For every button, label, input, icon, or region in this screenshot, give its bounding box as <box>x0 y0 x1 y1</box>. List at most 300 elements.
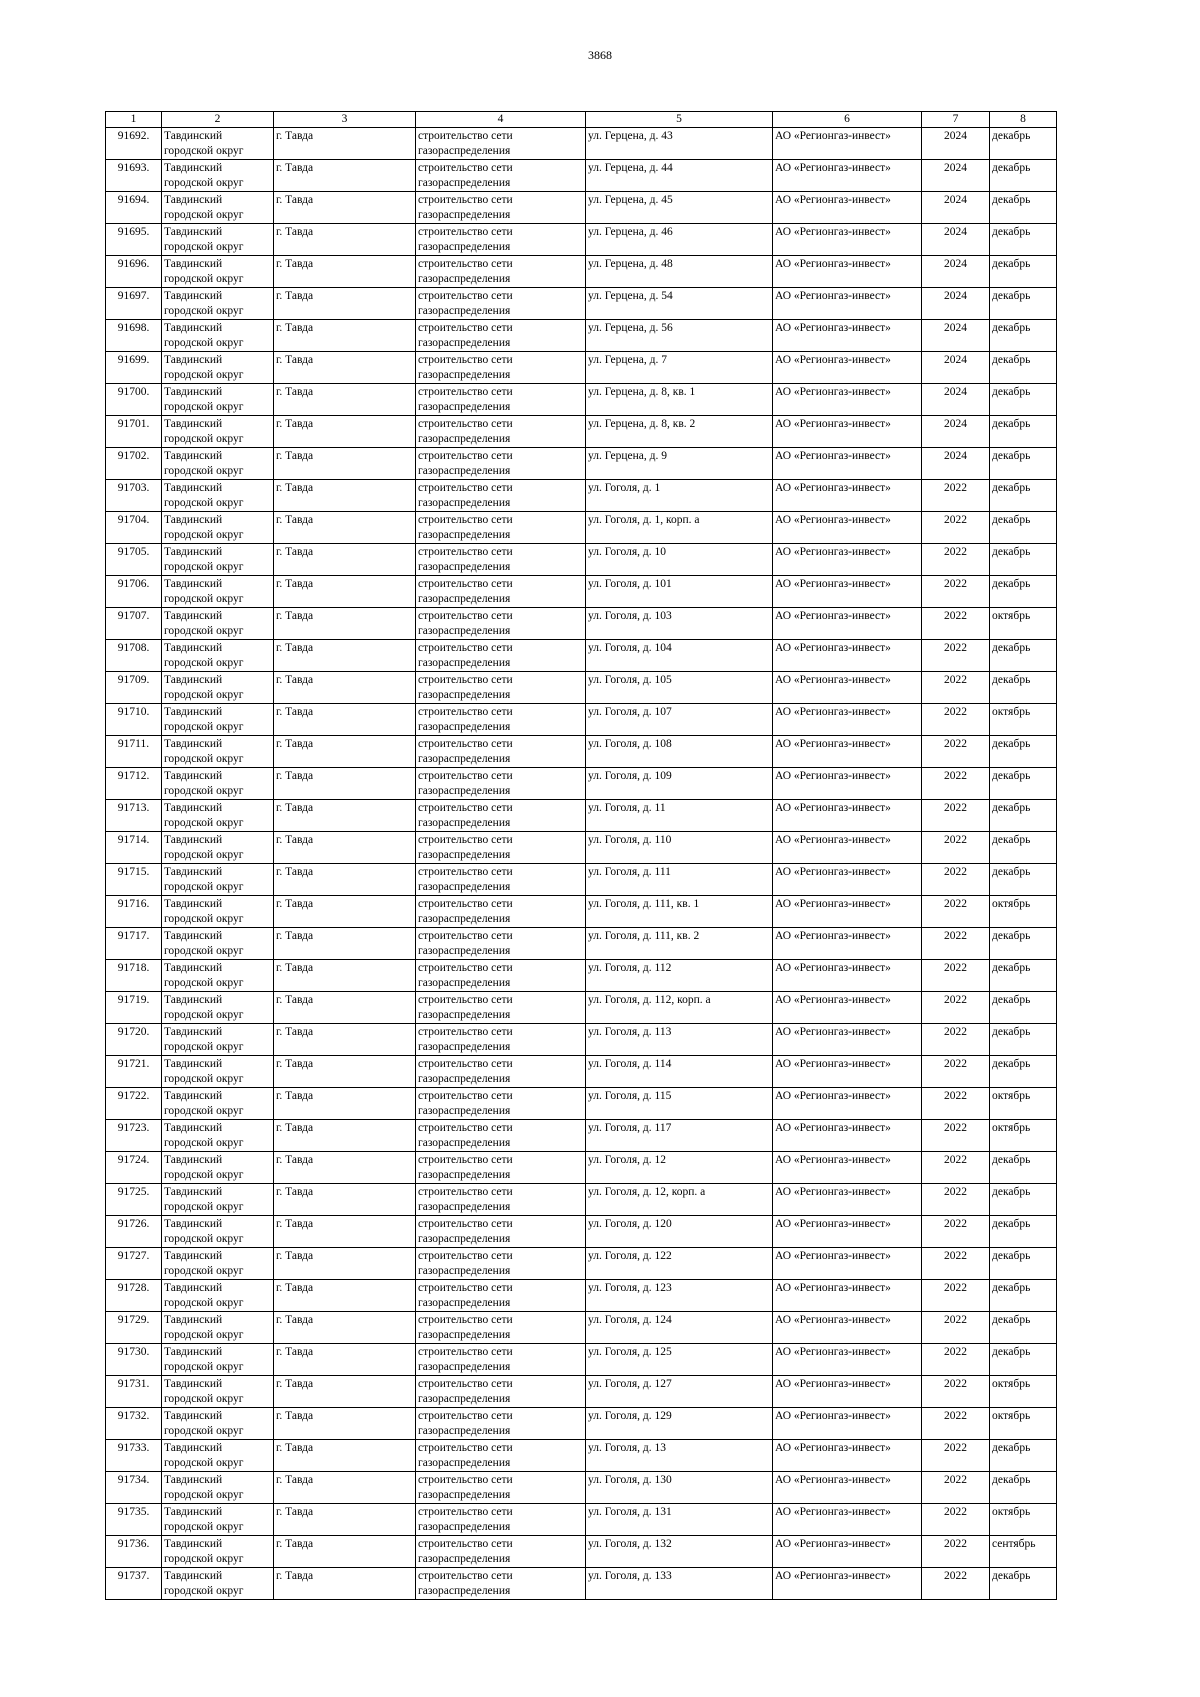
address-cell <box>586 288 773 320</box>
locality-cell <box>274 192 416 224</box>
month: декабрь <box>992 1282 1031 1294</box>
row-number-cell <box>106 608 162 640</box>
organization-cell <box>773 1216 922 1248</box>
month: декабрь <box>992 1186 1031 1198</box>
month: октябрь <box>992 706 1031 718</box>
month: декабрь <box>992 1346 1031 1358</box>
work-type-line: строительство сети <box>418 1122 513 1134</box>
locality: г. Тавда <box>276 482 314 494</box>
registry-table <box>105 111 1057 1600</box>
row-number-cell <box>106 1536 162 1568</box>
row-number-cell <box>106 1056 162 1088</box>
organization: АО «Регионгаз-инвест» <box>775 514 891 526</box>
row-number: 91730. <box>117 1346 150 1358</box>
district-line: Тавдинский <box>164 290 223 302</box>
row-number-cell <box>106 320 162 352</box>
row-number-cell <box>106 1120 162 1152</box>
year-cell <box>922 960 990 992</box>
work-type-line: строительство сети <box>418 802 513 814</box>
address-cell <box>586 672 773 704</box>
month-cell <box>990 608 1057 640</box>
locality-cell <box>274 384 416 416</box>
month-cell <box>990 192 1057 224</box>
year-cell <box>922 768 990 800</box>
district-cell <box>162 544 274 576</box>
work-type-cell <box>416 960 586 992</box>
row-number-cell <box>106 1216 162 1248</box>
work-type-line: строительство сети <box>418 930 513 942</box>
year: 2022 <box>944 898 967 910</box>
organization: АО «Регионгаз-инвест» <box>775 770 891 782</box>
work-type-cell <box>416 448 586 480</box>
locality-cell <box>274 704 416 736</box>
month: декабрь <box>992 1250 1031 1262</box>
locality-cell <box>274 512 416 544</box>
district-line: Тавдинский <box>164 1250 223 1262</box>
work-type-line: газораспределения <box>418 1489 511 1501</box>
work-type-line: строительство сети <box>418 1474 513 1486</box>
month: декабрь <box>992 258 1031 270</box>
organization-cell <box>773 1056 922 1088</box>
table-row <box>106 1152 1057 1184</box>
row-number: 91706. <box>117 578 150 590</box>
work-type-cell <box>416 1152 586 1184</box>
district-cell <box>162 512 274 544</box>
organization-cell <box>773 1312 922 1344</box>
district-cell <box>162 1440 274 1472</box>
row-number-cell <box>106 224 162 256</box>
row-number-cell <box>106 704 162 736</box>
address-cell <box>586 480 773 512</box>
district-line: городской округ <box>164 433 244 445</box>
district-line: городской округ <box>164 177 244 189</box>
year-cell <box>922 1056 990 1088</box>
organization: АО «Регионгаз-инвест» <box>775 1186 891 1198</box>
address: ул. Гоголя, д. 115 <box>588 1090 672 1102</box>
locality-cell <box>274 1088 416 1120</box>
address: ул. Гоголя, д. 12, корп. а <box>588 1186 706 1198</box>
year-cell <box>922 640 990 672</box>
work-type-line: строительство сети <box>418 1250 513 1262</box>
table-row <box>106 160 1057 192</box>
row-number-cell <box>106 544 162 576</box>
address: ул. Гоголя, д. 12 <box>588 1154 667 1166</box>
locality-cell <box>274 352 416 384</box>
month-cell <box>990 320 1057 352</box>
locality: г. Тавда <box>276 194 314 206</box>
work-type-cell <box>416 928 586 960</box>
year: 2022 <box>944 674 967 686</box>
year-cell <box>922 256 990 288</box>
district-line: городской округ <box>164 1009 244 1021</box>
work-type-line: строительство сети <box>418 738 513 750</box>
locality: г. Тавда <box>276 1058 314 1070</box>
work-type-line: газораспределения <box>418 561 511 573</box>
address-cell <box>586 1216 773 1248</box>
organization: АО «Регионгаз-инвест» <box>775 802 891 814</box>
month-cell <box>990 704 1057 736</box>
address-cell <box>586 448 773 480</box>
work-type-cell <box>416 160 586 192</box>
year-cell <box>922 1472 990 1504</box>
table-row <box>106 128 1057 160</box>
address-cell <box>586 1376 773 1408</box>
row-number: 91737. <box>117 1570 150 1582</box>
year-cell <box>922 928 990 960</box>
year: 2022 <box>944 738 967 750</box>
work-type-line: строительство сети <box>418 770 513 782</box>
locality-cell <box>274 256 416 288</box>
work-type-line: строительство сети <box>418 1506 513 1518</box>
work-type-cell <box>416 224 586 256</box>
organization-cell <box>773 896 922 928</box>
district-line: Тавдинский <box>164 1410 223 1422</box>
month: декабрь <box>992 1442 1031 1454</box>
district-line: Тавдинский <box>164 866 223 878</box>
organization: АО «Регионгаз-инвест» <box>775 1314 891 1326</box>
month: декабрь <box>992 930 1031 942</box>
month-cell <box>990 1216 1057 1248</box>
year: 2022 <box>944 578 967 590</box>
table-header <box>106 112 1057 128</box>
district-line: городской округ <box>164 625 244 637</box>
district-cell <box>162 160 274 192</box>
district-line: городской округ <box>164 753 244 765</box>
table-row <box>106 576 1057 608</box>
district-line: городской округ <box>164 209 244 221</box>
district-line: Тавдинский <box>164 1506 223 1518</box>
work-type-line: строительство сети <box>418 578 513 590</box>
address: ул. Гоголя, д. 109 <box>588 770 672 782</box>
year: 2022 <box>944 930 967 942</box>
work-type-line: строительство сети <box>418 706 513 718</box>
row-number: 91728. <box>117 1282 150 1294</box>
work-type-line: газораспределения <box>418 593 511 605</box>
row-number-cell <box>106 512 162 544</box>
year: 2022 <box>944 834 967 846</box>
work-type-cell <box>416 1312 586 1344</box>
year-cell <box>922 160 990 192</box>
row-number: 91692. <box>117 130 150 142</box>
organization: АО «Регионгаз-инвест» <box>775 1058 891 1070</box>
organization-cell <box>773 768 922 800</box>
district-line: городской округ <box>164 369 244 381</box>
address-cell <box>586 736 773 768</box>
organization-cell <box>773 1568 922 1600</box>
month: декабрь <box>992 194 1031 206</box>
work-type-line: газораспределения <box>418 625 511 637</box>
district-line: городской округ <box>164 497 244 509</box>
locality: г. Тавда <box>276 706 314 718</box>
district-line: Тавдинский <box>164 994 223 1006</box>
work-type-cell <box>416 416 586 448</box>
month: октябрь <box>992 1122 1031 1134</box>
district-line: Тавдинский <box>164 1058 223 1070</box>
organization: АО «Регионгаз-инвест» <box>775 1250 891 1262</box>
work-type-line: газораспределения <box>418 1233 511 1245</box>
district-line: городской округ <box>164 593 244 605</box>
address: ул. Гоголя, д. 130 <box>588 1474 672 1486</box>
work-type-line: газораспределения <box>418 1329 511 1341</box>
column-header-2: 2 <box>162 112 274 128</box>
locality-cell <box>274 608 416 640</box>
table-row <box>106 640 1057 672</box>
work-type-line: строительство сети <box>418 162 513 174</box>
address-cell <box>586 1024 773 1056</box>
row-number-cell <box>106 832 162 864</box>
month: декабрь <box>992 770 1031 782</box>
district-cell <box>162 480 274 512</box>
year-cell <box>922 1312 990 1344</box>
address: ул. Герцена, д. 8, кв. 2 <box>588 418 696 430</box>
district-line: Тавдинский <box>164 1442 223 1454</box>
table-row <box>106 1408 1057 1440</box>
locality-cell <box>274 1280 416 1312</box>
organization-cell <box>773 576 922 608</box>
work-type-cell <box>416 288 586 320</box>
locality-cell <box>274 1184 416 1216</box>
table-row <box>106 800 1057 832</box>
work-type-line: газораспределения <box>418 1169 511 1181</box>
address-cell <box>586 1152 773 1184</box>
work-type-line: газораспределения <box>418 465 511 477</box>
district-cell <box>162 1088 274 1120</box>
table-row <box>106 672 1057 704</box>
year: 2022 <box>944 1346 967 1358</box>
organization: АО «Регионгаз-инвест» <box>775 610 891 622</box>
work-type-line: газораспределения <box>418 1265 511 1277</box>
month: декабрь <box>992 1314 1031 1326</box>
address-cell <box>586 1312 773 1344</box>
work-type-line: газораспределения <box>418 657 511 669</box>
row-number-cell <box>106 1280 162 1312</box>
column-header-6: 6 <box>773 112 922 128</box>
month-cell <box>990 736 1057 768</box>
row-number-cell <box>106 1024 162 1056</box>
month: декабрь <box>992 290 1031 302</box>
table-row <box>106 1056 1057 1088</box>
organization-cell <box>773 256 922 288</box>
row-number: 91724. <box>117 1154 150 1166</box>
year: 2022 <box>944 1378 967 1390</box>
row-number-cell <box>106 1344 162 1376</box>
organization: АО «Регионгаз-инвест» <box>775 1378 891 1390</box>
organization: АО «Регионгаз-инвест» <box>775 674 891 686</box>
year-cell <box>922 1536 990 1568</box>
month: декабрь <box>992 226 1031 238</box>
district-line: городской округ <box>164 1137 244 1149</box>
row-number-cell <box>106 1152 162 1184</box>
work-type-cell <box>416 256 586 288</box>
row-number: 91726. <box>117 1218 150 1230</box>
year: 2022 <box>944 1282 967 1294</box>
row-number: 91720. <box>117 1026 150 1038</box>
district-cell <box>162 960 274 992</box>
locality-cell <box>274 1248 416 1280</box>
work-type-line: строительство сети <box>418 898 513 910</box>
work-type-cell <box>416 352 586 384</box>
work-type-line: строительство сети <box>418 514 513 526</box>
work-type-line: газораспределения <box>418 177 511 189</box>
district-line: городской округ <box>164 913 244 925</box>
work-type-cell <box>416 1280 586 1312</box>
month: декабрь <box>992 482 1031 494</box>
month-cell <box>990 1440 1057 1472</box>
address-cell <box>586 928 773 960</box>
work-type-line: строительство сети <box>418 1314 513 1326</box>
work-type-cell <box>416 1504 586 1536</box>
district-line: Тавдинский <box>164 1090 223 1102</box>
organization-cell <box>773 1344 922 1376</box>
address-cell <box>586 1056 773 1088</box>
year: 2022 <box>944 1122 967 1134</box>
month: декабрь <box>992 354 1031 366</box>
month-cell <box>990 1184 1057 1216</box>
month: декабрь <box>992 802 1031 814</box>
organization: АО «Регионгаз-инвест» <box>775 418 891 430</box>
year-cell <box>922 1216 990 1248</box>
row-number: 91721. <box>117 1058 150 1070</box>
locality-cell <box>274 896 416 928</box>
district-cell <box>162 1504 274 1536</box>
organization-cell <box>773 992 922 1024</box>
work-type-cell <box>416 512 586 544</box>
district-line: Тавдинский <box>164 194 223 206</box>
work-type-line: газораспределения <box>418 1297 511 1309</box>
organization: АО «Регионгаз-инвест» <box>775 866 891 878</box>
row-number-cell <box>106 384 162 416</box>
address: ул. Герцена, д. 54 <box>588 290 673 302</box>
locality: г. Тавда <box>276 578 314 590</box>
month-cell <box>990 928 1057 960</box>
district-cell <box>162 1120 274 1152</box>
organization: АО «Регионгаз-инвест» <box>775 962 891 974</box>
row-number-cell <box>106 992 162 1024</box>
work-type-line: газораспределения <box>418 1425 511 1437</box>
row-number: 91733. <box>117 1442 150 1454</box>
year-cell <box>922 576 990 608</box>
year-cell <box>922 1120 990 1152</box>
table-row <box>106 320 1057 352</box>
address: ул. Гоголя, д. 122 <box>588 1250 672 1262</box>
district-line: городской округ <box>164 977 244 989</box>
year: 2022 <box>944 1410 967 1422</box>
month-cell <box>990 1536 1057 1568</box>
month-cell <box>990 288 1057 320</box>
work-type-cell <box>416 1472 586 1504</box>
district-cell <box>162 736 274 768</box>
work-type-line: строительство сети <box>418 1090 513 1102</box>
month: декабрь <box>992 418 1031 430</box>
organization-cell <box>773 928 922 960</box>
month-cell <box>990 1088 1057 1120</box>
district-line: Тавдинский <box>164 674 223 686</box>
year-cell <box>922 128 990 160</box>
work-type-line: строительство сети <box>418 642 513 654</box>
locality-cell <box>274 1344 416 1376</box>
table-row <box>106 448 1057 480</box>
locality-cell <box>274 928 416 960</box>
work-type-line: газораспределения <box>418 817 511 829</box>
district-line: городской округ <box>164 1393 244 1405</box>
month-cell <box>990 448 1057 480</box>
month-cell <box>990 1344 1057 1376</box>
district-cell <box>162 1344 274 1376</box>
table-row <box>106 256 1057 288</box>
organization-cell <box>773 288 922 320</box>
work-type-line: газораспределения <box>418 1201 511 1213</box>
table-row <box>106 1568 1057 1600</box>
month: декабрь <box>992 1154 1031 1166</box>
year-cell <box>922 288 990 320</box>
year: 2024 <box>944 226 967 238</box>
month-cell <box>990 896 1057 928</box>
organization-cell <box>773 1280 922 1312</box>
month: октябрь <box>992 1378 1031 1390</box>
column-header-7: 7 <box>922 112 990 128</box>
district-line: городской округ <box>164 241 244 253</box>
organization: АО «Регионгаз-инвест» <box>775 546 891 558</box>
year: 2022 <box>944 866 967 878</box>
address-cell <box>586 1536 773 1568</box>
locality: г. Тавда <box>276 1346 314 1358</box>
locality: г. Тавда <box>276 802 314 814</box>
address-cell <box>586 864 773 896</box>
year: 2022 <box>944 962 967 974</box>
row-number: 91702. <box>117 450 150 462</box>
month: декабрь <box>992 1026 1031 1038</box>
work-type-line: строительство сети <box>418 386 513 398</box>
locality: г. Тавда <box>276 962 314 974</box>
district-cell <box>162 192 274 224</box>
work-type-line: строительство сети <box>418 322 513 334</box>
address: ул. Гоголя, д. 105 <box>588 674 672 686</box>
address-cell <box>586 224 773 256</box>
month: декабрь <box>992 994 1031 1006</box>
district-cell <box>162 352 274 384</box>
district-line: Тавдинский <box>164 1570 223 1582</box>
work-type-line: газораспределения <box>418 849 511 861</box>
locality-cell <box>274 288 416 320</box>
address: ул. Гоголя, д. 104 <box>588 642 672 654</box>
month-cell <box>990 352 1057 384</box>
table-row <box>106 192 1057 224</box>
year-cell <box>922 1504 990 1536</box>
district-cell <box>162 608 274 640</box>
row-number-cell <box>106 416 162 448</box>
address: ул. Гоголя, д. 1, корп. а <box>588 514 700 526</box>
district-line: Тавдинский <box>164 706 223 718</box>
district-line: Тавдинский <box>164 802 223 814</box>
year: 2022 <box>944 1090 967 1102</box>
work-type-line: строительство сети <box>418 194 513 206</box>
address-cell <box>586 640 773 672</box>
work-type-cell <box>416 192 586 224</box>
locality-cell <box>274 736 416 768</box>
table-row <box>106 1088 1057 1120</box>
organization: АО «Регионгаз-инвест» <box>775 482 891 494</box>
year-cell <box>922 800 990 832</box>
organization: АО «Регионгаз-инвест» <box>775 450 891 462</box>
district-cell <box>162 1376 274 1408</box>
work-type-cell <box>416 1344 586 1376</box>
year: 2022 <box>944 1026 967 1038</box>
table-row <box>106 1504 1057 1536</box>
row-number: 91731. <box>117 1378 150 1390</box>
row-number: 91723. <box>117 1122 150 1134</box>
row-number: 91705. <box>117 546 150 558</box>
district-line: Тавдинский <box>164 1282 223 1294</box>
